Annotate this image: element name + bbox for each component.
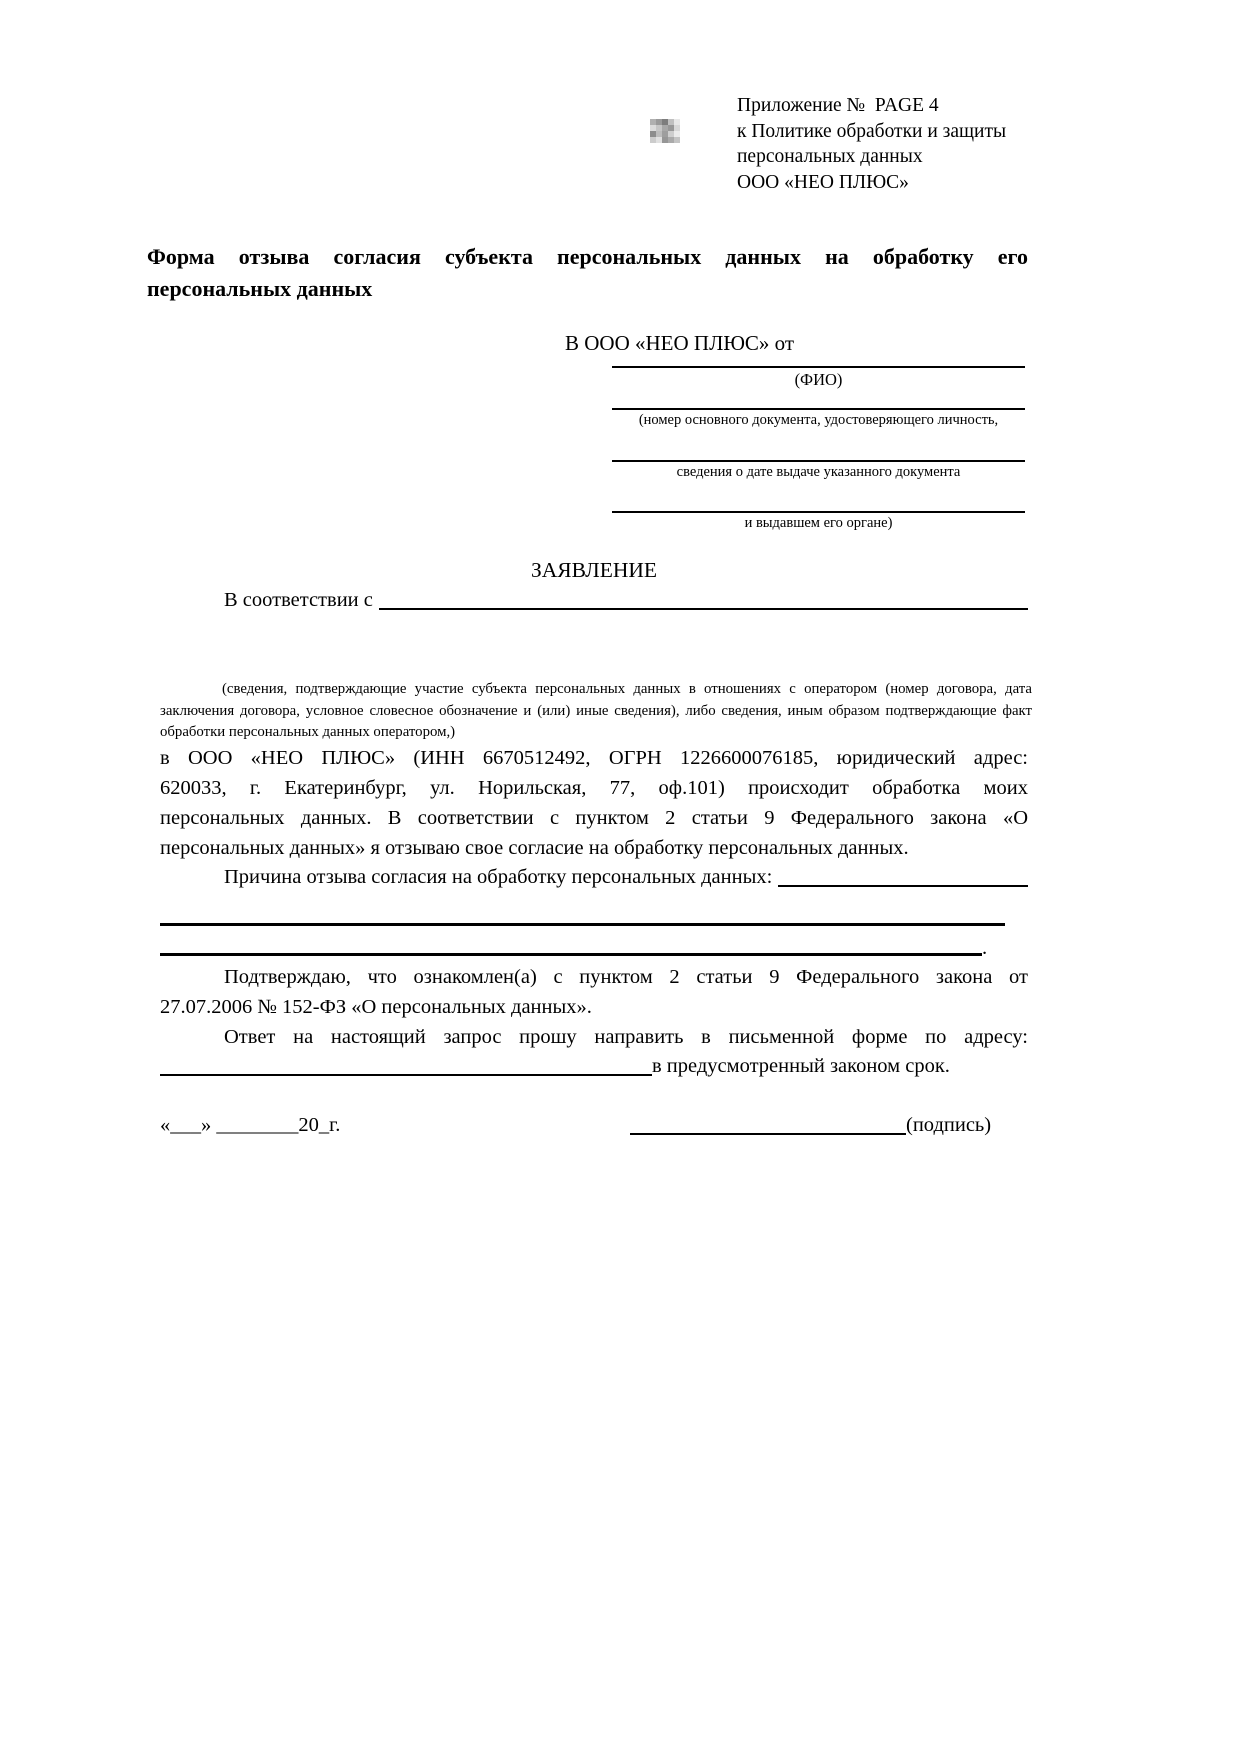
issue-date-field <box>612 460 1025 481</box>
fio-field <box>612 366 1025 390</box>
accordance-line <box>160 587 1028 614</box>
address-blank-field[interactable] <box>160 1052 652 1076</box>
body-paragraph-line: персональных данных. В соответствии с пунктом 2 статьи 9 Федерального закона «О <box>160 807 1028 829</box>
date-placeholder[interactable]: «___» ________20_г. <box>160 1114 341 1136</box>
annex-header-note <box>737 93 1006 195</box>
fio-field-label: (ФИО) <box>794 370 843 389</box>
reason-write-line-2-row <box>160 928 1028 959</box>
confirmation-line: Подтверждаю, что ознакомлен(а) с пунктом 2 статьи 9 Федерального закона от <box>224 966 1028 988</box>
body-paragraph-line: 620033, г. Екатеринбург, ул. Норильская, 77, оф.101) происходит обработка моих <box>160 777 1028 799</box>
issuing-authority-field-label: и выдавшем его органе) <box>744 515 893 531</box>
document-number-field <box>612 408 1025 429</box>
document-number-field-label: (номер основного документа, удостоверяющего личность, <box>638 412 999 428</box>
body-paragraph <box>160 743 1028 863</box>
signature-label: (подпись) <box>906 1114 992 1136</box>
response-suffix: в предусмотренный законом срок. <box>652 1055 950 1077</box>
confirmation-paragraph <box>160 962 1028 1022</box>
accordance-prefix: В соответствии с <box>224 589 373 611</box>
reason-write-line-1[interactable] <box>160 898 1005 926</box>
write-line-period: . <box>982 937 988 959</box>
signature-blank-field[interactable] <box>630 1111 906 1135</box>
annex-header-line: Приложение № PAGE 4 <box>737 95 939 116</box>
footnote-text <box>160 679 1032 744</box>
statement-heading: ЗАЯВЛЕНИЕ <box>530 558 658 582</box>
body-paragraph-line: в ООО «НЕО ПЛЮС» (ИНН 6670512492, ОГРН 1226600076185, юридический адрес: <box>160 747 1028 769</box>
reason-label: Причина отзыва согласия на обработку персональных данных: <box>224 866 773 888</box>
reason-write-line-2[interactable] <box>160 928 982 956</box>
confirmation-line: 27.07.2006 № 152-ФЗ «О персональных данных». <box>160 996 592 1018</box>
document-title-line: Форма отзыва согласия субъекта персональных данных на обработку его <box>147 244 1028 269</box>
signature-row <box>630 1110 991 1140</box>
document-title-line: персональных данных <box>147 276 373 301</box>
footnote-line: заключения договора, условное словесное обозначение и (или) иные сведения), либо сведения, иным образом подтверждающие факт <box>160 702 1032 719</box>
footnote-line: (сведения, подтверждающие участие субъекта персональных данных в отношениях с оператором (номер договора, дата <box>222 681 1032 697</box>
document-title <box>147 241 1028 305</box>
body-paragraph-line: персональных данных» я отзываю свое согласие на обработку персональных данных. <box>160 837 909 859</box>
reason-blank-field[interactable] <box>778 867 1028 887</box>
footnote-line: обработки персональных данных оператором,) <box>160 724 456 740</box>
response-address-row <box>160 1052 1028 1080</box>
issuing-authority-field <box>612 511 1025 532</box>
addressee-line: В ООО «НЕО ПЛЮС» от <box>565 331 795 355</box>
issue-date-field-label: сведения о дате выдаче указанного документа <box>676 464 961 480</box>
response-request-line: Ответ на настоящий запрос прошу направить в письменной форме по адресу: <box>224 1026 1028 1048</box>
accordance-blank-field[interactable] <box>379 590 1028 610</box>
annex-header-line: персональных данных <box>737 146 923 167</box>
pixelated-artifact-icon <box>650 119 680 143</box>
reason-line <box>160 863 1028 891</box>
annex-header-line: ООО «НЕО ПЛЮС» <box>737 171 909 193</box>
annex-header-line: к Политике обработки и защиты <box>737 120 1007 142</box>
